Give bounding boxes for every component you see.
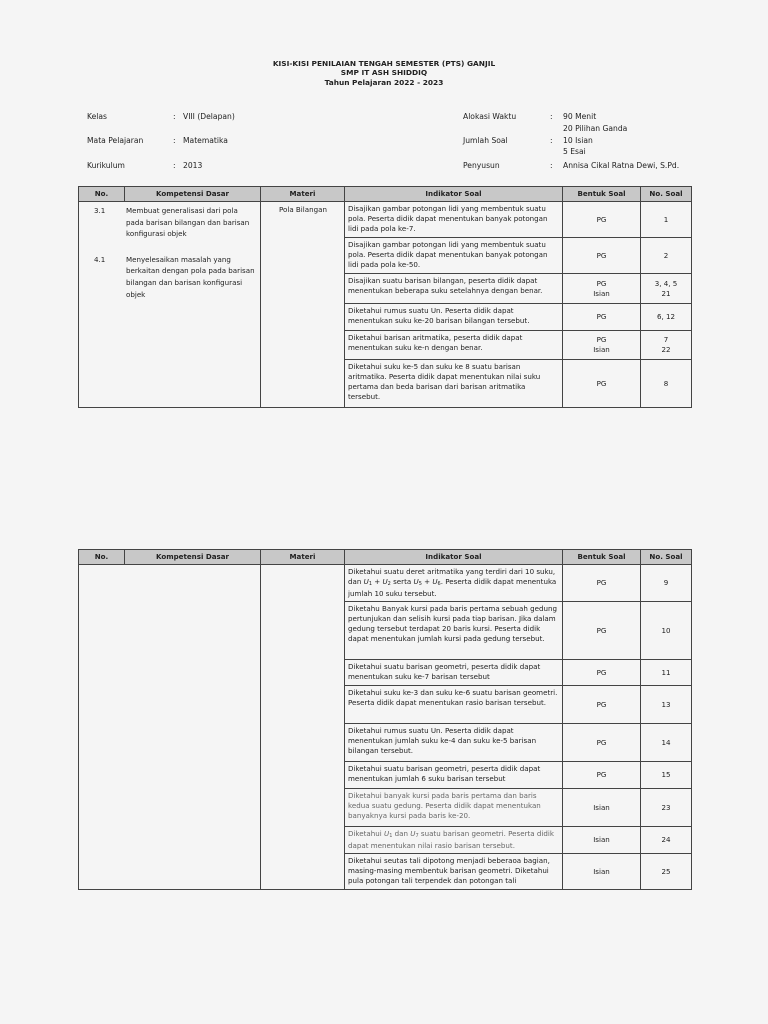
kompetensi-dasar-cell <box>79 565 261 890</box>
no-soal-cell: 15 <box>641 762 692 789</box>
indikator-cell: Diketahui $U_1$ dan $U_7$ suatu barisan geometri. Peserta didik dapat menentukan nilai rasio barisan tersebut. <box>345 827 563 854</box>
bentuk-soal-value: PG <box>596 278 607 288</box>
bentuk-soal-cell: PG <box>563 202 641 238</box>
kisi-kisi-table-1 <box>78 186 692 408</box>
bentuk-soal-cell: PG <box>563 304 641 331</box>
bentuk-soal-cell: PG <box>563 602 641 660</box>
no-soal-cell: 24 <box>641 827 692 854</box>
info-label: Kelas <box>87 112 107 121</box>
no-soal-cell <box>641 274 692 304</box>
indikator-cell: Diketahui banyak kursi pada baris pertama dan baris kedua suatu gedung. Peserta didik dapat menentukan banyaknya kursi pada baris ke-20. <box>345 789 563 827</box>
indikator-cell: Diketahui rumus suatu Un. Peserta didik dapat menentukan suku ke-20 barisan bilangan tersebut. <box>345 304 563 331</box>
bentuk-soal-cell: PG <box>563 360 641 408</box>
bentuk-soal-cell: Isian <box>563 827 641 854</box>
info-value: 5 Esai <box>563 147 586 156</box>
no-soal-cell: 6, 12 <box>641 304 692 331</box>
indikator-cell: Diketahui suku ke-3 dan suku ke-6 suatu barisan geometri. Peserta didik dapat menentukan rasio barisan tersebut. <box>345 686 563 724</box>
no-soal-cell: 2 <box>641 238 692 274</box>
column-header-materi: Materi <box>261 550 345 565</box>
bentuk-soal-cell: PG <box>563 724 641 762</box>
info-label: Mata Pelajaran <box>87 136 144 145</box>
no-soal-cell: 10 <box>641 602 692 660</box>
indikator-cell: Diketahui suku ke-5 dan suku ke 8 suatu barisan aritmatika. Peserta didik dapat menentukan nilai suku pertama dan beda barisan dari barisan aritmatika tersebut. <box>345 360 563 408</box>
indikator-cell: Diketahui seutas tali dipotong menjadi beberaoa bagian, masing-masing membentuk barisan geometri. Diketahui pula potongan tali terpendek dan potongan tali <box>345 854 563 890</box>
column-header-indikator-soal: Indikator Soal <box>345 550 563 565</box>
info-separator: : <box>550 161 553 170</box>
bentuk-soal-cell: PG <box>563 660 641 686</box>
indikator-cell: Diketahui suatu barisan geometri, peserta didik dapat menentukan suku ke-7 barisan tersebut <box>345 660 563 686</box>
no-soal-cell: 9 <box>641 565 692 602</box>
indikator-cell: Diketahui rumus suatu Un. Peserta didik dapat menentukan jumlah suku ke-4 dan suku ke-5 barisan bilangan tersebut. <box>345 724 563 762</box>
kd-text: Membuat generalisasi dari pola pada barisan bilangan dan barisan konfigurasi objek <box>126 206 250 239</box>
materi-cell <box>261 565 345 890</box>
info-value: Annisa Cikal Ratna Dewi, S.Pd. <box>563 161 680 170</box>
kd-number: 4.1 <box>94 254 106 264</box>
table-row <box>79 202 692 238</box>
kd-number: 3.1 <box>94 206 106 215</box>
column-header-no-soal: No. Soal <box>641 550 692 565</box>
indikator-cell: Diketahui suatu deret aritmatika yang terdiri dari 10 suku, dan $U_1 + U_2$ serta $U_5 + U_6$. Peserta didik dapat menentuka jumlah 10 suku tersebut. <box>345 565 563 602</box>
column-header-kompetensi-dasar: Kompetensi Dasar <box>125 187 261 202</box>
info-value: 20 Pilihan Ganda <box>563 124 628 133</box>
column-header-kompetensi-dasar: Kompetensi Dasar <box>125 550 261 565</box>
no-soal-value: 3, 4, 5 <box>654 278 678 288</box>
info-value: Matematika <box>183 136 228 145</box>
info-value: VIII (Delapan) <box>183 112 235 121</box>
info-label: Alokasi Waktu <box>463 112 517 121</box>
kisi-kisi-table-2 <box>78 549 692 890</box>
info-value: 90 Menit <box>563 112 597 121</box>
column-header-no: No. <box>79 187 125 202</box>
kompetensi-dasar-cell <box>79 202 261 408</box>
info-separator: : <box>550 112 553 121</box>
bentuk-soal-cell: PG <box>563 762 641 789</box>
no-soal-cell: 23 <box>641 789 692 827</box>
indikator-cell: Diketahui suatu barisan geometri, peserta didik dapat menentukan jumlah 6 suku barisan tersebut <box>345 762 563 789</box>
bentuk-soal-value: Isian <box>593 345 610 354</box>
no-soal-value: 22 <box>661 345 671 354</box>
column-header-indikator-soal: Indikator Soal <box>345 187 563 202</box>
no-soal-value: 7 <box>663 335 669 344</box>
no-soal-cell: 8 <box>641 360 692 408</box>
info-separator: : <box>550 136 553 145</box>
bentuk-soal-cell: PG <box>563 686 641 724</box>
info-separator: : <box>173 136 176 145</box>
indikator-cell: Diketahui barisan aritmatika, peserta didik dapat menentukan suku ke-n dengan benar. <box>345 331 563 360</box>
indikator-cell: Disajikan gambar potongan lidi yang membentuk suatu pola. Peserta didik dapat menentukan banyak potongan lidi pada pola ke-7. <box>345 202 563 238</box>
bentuk-soal-cell: Isian <box>563 789 641 827</box>
bentuk-soal-value: Isian <box>593 288 610 298</box>
no-soal-cell: 25 <box>641 854 692 890</box>
no-soal-cell: 11 <box>641 660 692 686</box>
info-label: Kurikulum <box>87 161 125 170</box>
indikator-cell: Disajikan gambar potongan lidi yang membentuk suatu pola. Peserta didik dapat menentukan banyak potongan lidi pada pola ke-50. <box>345 238 563 274</box>
no-soal-cell <box>641 331 692 360</box>
indikator-cell: Disajikan suatu barisan bilangan, peserta didik dapat menentukan beberapa suku setelahnya dengan benar. <box>345 274 563 304</box>
no-soal-cell: 1 <box>641 202 692 238</box>
indikator-cell: Diketahu Banyak kursi pada baris pertama sebuah gedung pertunjukan dan selisih kursi pada tiap barisan. Jika dalam gedung tersebut terdapat 20 baris kursi. Peserta didik dapat menentukan jumlah kursi pada gedung tersebut. <box>345 602 563 660</box>
info-separator: : <box>173 161 176 170</box>
bentuk-soal-cell <box>563 274 641 304</box>
info-label: Jumlah Soal <box>463 136 508 145</box>
info-value: 2013 <box>183 161 203 170</box>
bentuk-soal-cell <box>563 331 641 360</box>
table-row <box>79 565 692 602</box>
table-header-row <box>79 187 692 202</box>
bentuk-soal-cell: PG <box>563 238 641 274</box>
title-line-2: SMP IT ASH SHIDDIQ <box>340 68 428 78</box>
column-header-no-soal: No. Soal <box>641 187 692 202</box>
column-header-bentuk-soal: Bentuk Soal <box>563 187 641 202</box>
title-line-3: Tahun Pelajaran 2022 - 2023 <box>324 77 444 87</box>
info-value: 10 Isian <box>563 136 593 145</box>
column-header-no: No. <box>79 550 125 565</box>
bentuk-soal-cell: PG <box>563 565 641 602</box>
table-header-row <box>79 550 692 565</box>
materi-cell: Pola Bilangan <box>261 202 345 408</box>
column-header-bentuk-soal: Bentuk Soal <box>563 550 641 565</box>
no-soal-value: 21 <box>661 288 671 298</box>
document-title <box>0 59 768 87</box>
kd-text: Menyelesaikan masalah yang berkaitan dengan pola pada barisan bilangan dan barisan konfigurasi objek <box>126 254 255 299</box>
title-line-1: KISI-KISI PENILAIAN TENGAH SEMESTER (PTS) GANJIL <box>272 59 496 68</box>
info-label: Penyusun <box>463 161 500 170</box>
column-header-materi: Materi <box>261 187 345 202</box>
info-separator: : <box>173 112 176 121</box>
no-soal-cell: 13 <box>641 686 692 724</box>
bentuk-soal-value: PG <box>596 335 607 344</box>
no-soal-cell: 14 <box>641 724 692 762</box>
bentuk-soal-cell: Isian <box>563 854 641 890</box>
